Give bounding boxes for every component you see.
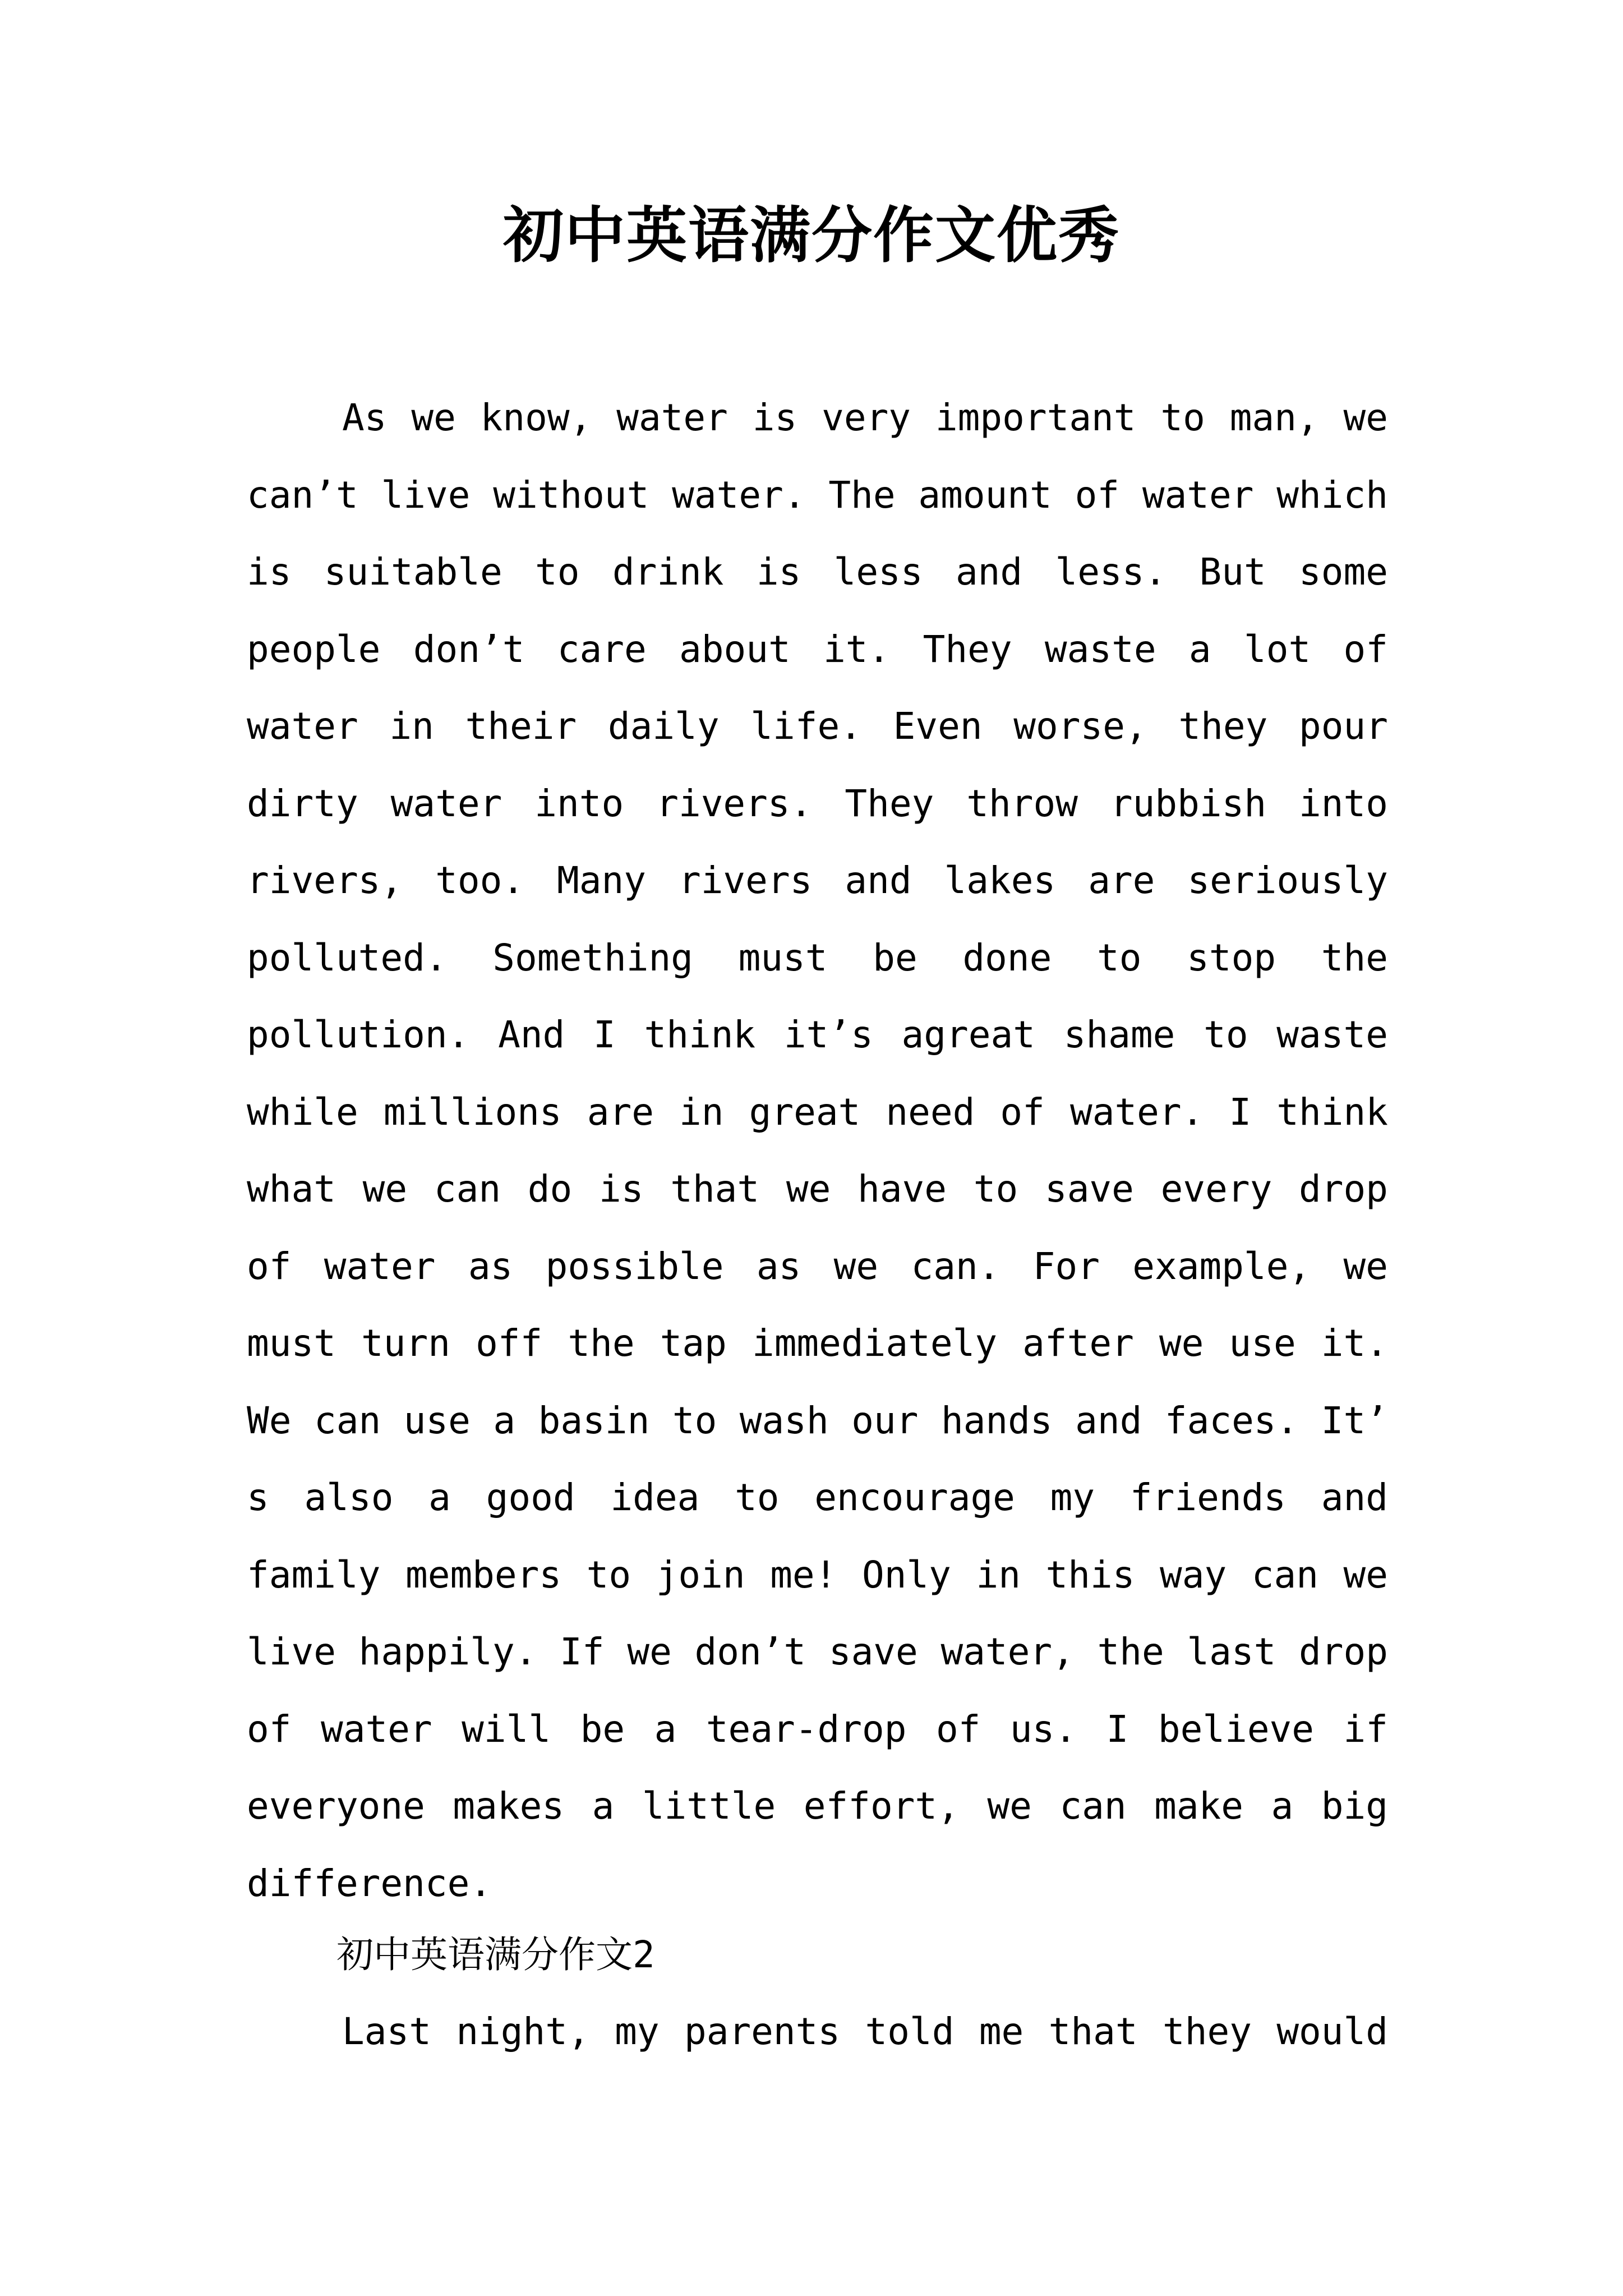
essay-1-line: We can use a basin to wash our hands and faces. It’: [247, 1398, 1388, 1442]
essay-1-line: of water as possible as we can. For example, we: [247, 1244, 1388, 1288]
essay-1-line: can’t live without water. The amount of water which: [247, 473, 1388, 517]
essay-1-line: s also a good idea to encourage my friends and: [247, 1476, 1388, 1519]
essay-2-body: [247, 1993, 1388, 2070]
essay-1-line: difference.: [247, 1861, 492, 1905]
essay-1-line: what we can do is that we have to save every drop: [247, 1167, 1388, 1211]
essay-2-heading: 初中英语满分作文2: [336, 1933, 655, 1976]
essay-1-line: everyone makes a little effort, we can make a big: [247, 1784, 1388, 1828]
essay-1-line: live happily. If we don’t save water, the last drop: [247, 1630, 1388, 1673]
essay-1-line: family members to join me! Only in this way can we: [247, 1553, 1388, 1596]
essay-1-line: water in their daily life. Even worse, they pour: [247, 705, 1388, 748]
essay-1-line: polluted. Something must be done to stop the: [247, 936, 1388, 979]
essay-1-line: must turn off the tap immediately after we use it.: [247, 1322, 1388, 1365]
essay-1-line: As we know, water is very important to man, we: [342, 396, 1388, 439]
essay-1-line: of water will be a tear-drop of us. I believe if: [247, 1707, 1388, 1751]
essay-1-body: [247, 379, 1388, 1922]
essay-2-line: Last night, my parents told me that they would: [342, 2010, 1388, 2053]
essay-1-line: while millions are in great need of water. I think: [247, 1090, 1388, 1134]
essay-1-line: rivers, too. Many rivers and lakes are seriously: [247, 859, 1388, 902]
essay-1-line: dirty water into rivers. They throw rubbish into: [247, 781, 1388, 825]
essay-1-line: pollution. And I think it’s agreat shame to waste: [247, 1013, 1388, 1056]
essay-1-line: is suitable to drink is less and less. But some: [247, 550, 1388, 593]
essay-1-line: people don’t care about it. They waste a lot of: [247, 627, 1388, 671]
document-title: 初中英语满分作文优秀: [502, 200, 1120, 271]
